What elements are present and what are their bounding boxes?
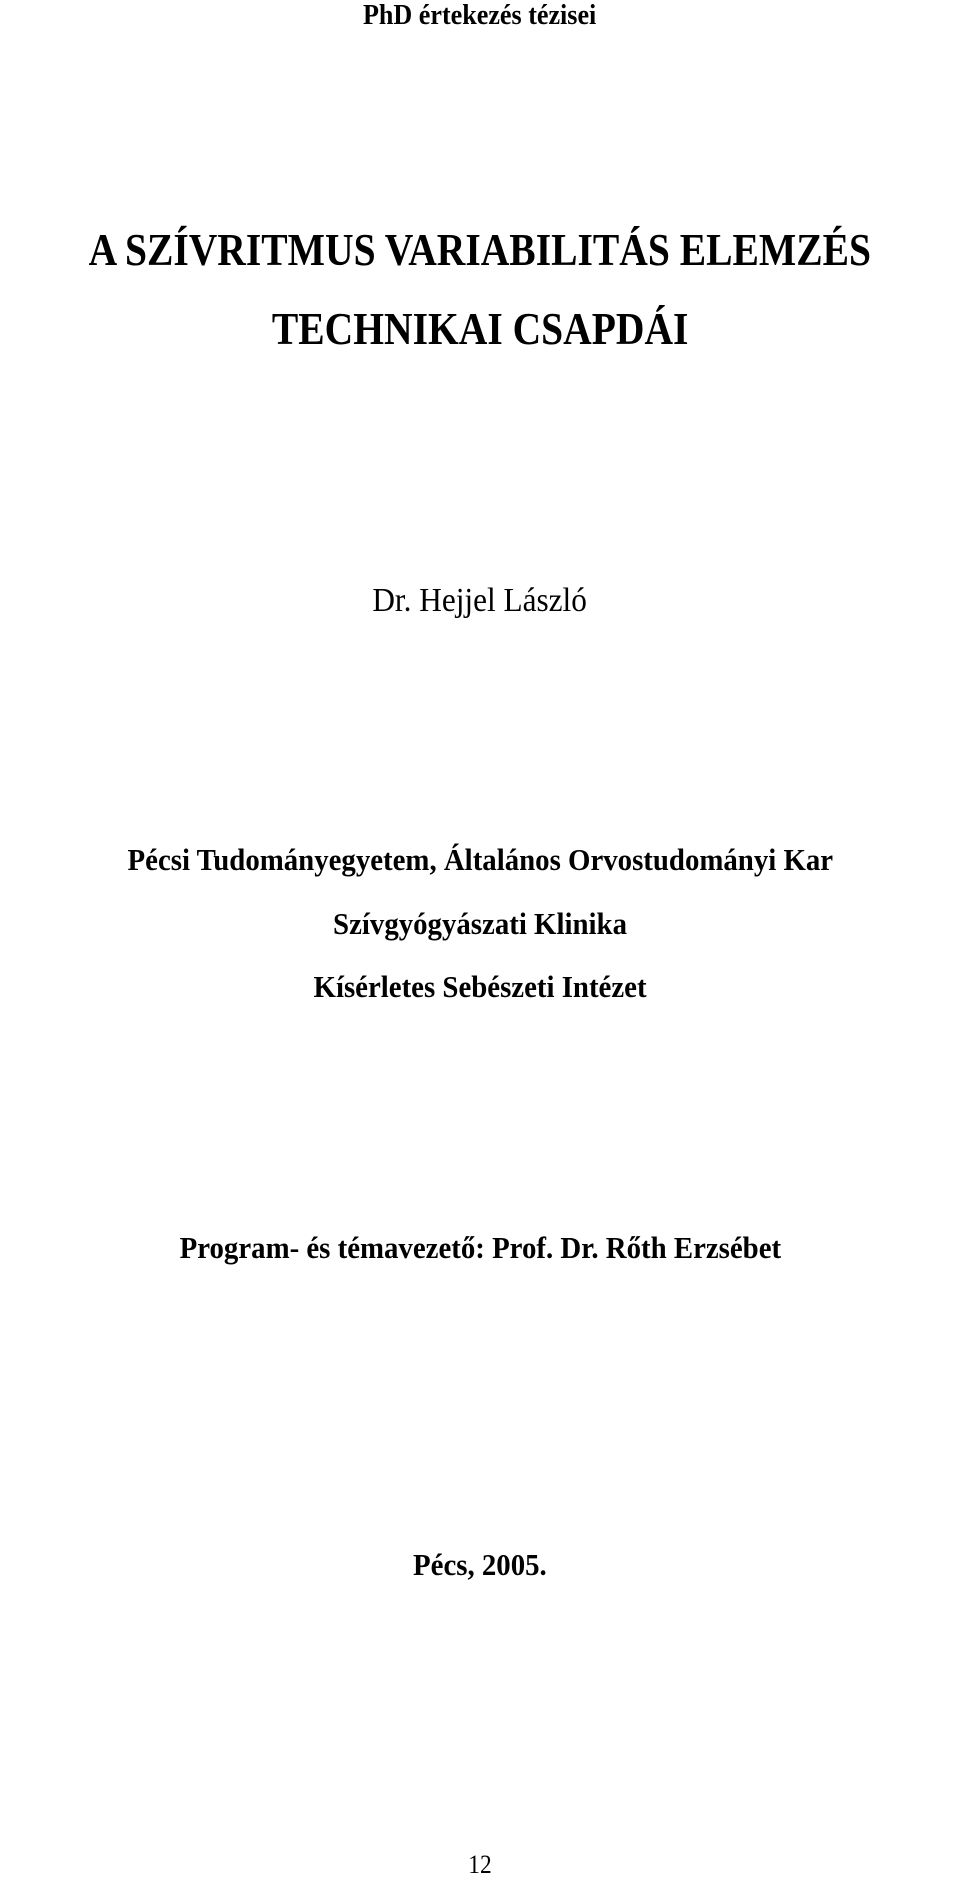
place-date-text: Pécs, 2005. [413,1547,547,1582]
place-date [0,1548,960,1582]
university-text: Pécsi Tudományegyetem, Általános Orvostudományi Kar [127,842,833,877]
institution-university [0,843,960,877]
institution-clinic [0,907,960,941]
author [0,582,960,620]
clinic-text: Szívgyógyászati Klinika [333,906,627,941]
thesis-title-line2 [0,304,960,354]
title-line1-text: A SZÍVRITMUS VARIABILITÁS ELEMZÉS [88,224,872,275]
supervisor [0,1231,960,1265]
page-number-text: 12 [468,1850,492,1879]
header-text: PhD értekezés tézisei [363,0,597,31]
title-line2-text: TECHNIKAI CSAPDÁI [271,303,689,354]
institution-institute [0,970,960,1004]
supervisor-text: Program- és témavezető: Prof. Dr. Rőth Erzsébet [179,1230,781,1265]
page-header [0,0,960,30]
institute-text: Kísérletes Sebészeti Intézet [313,969,647,1004]
author-text: Dr. Hejjel László [372,582,588,619]
page-number [0,1851,960,1879]
thesis-title-line1 [0,225,960,275]
